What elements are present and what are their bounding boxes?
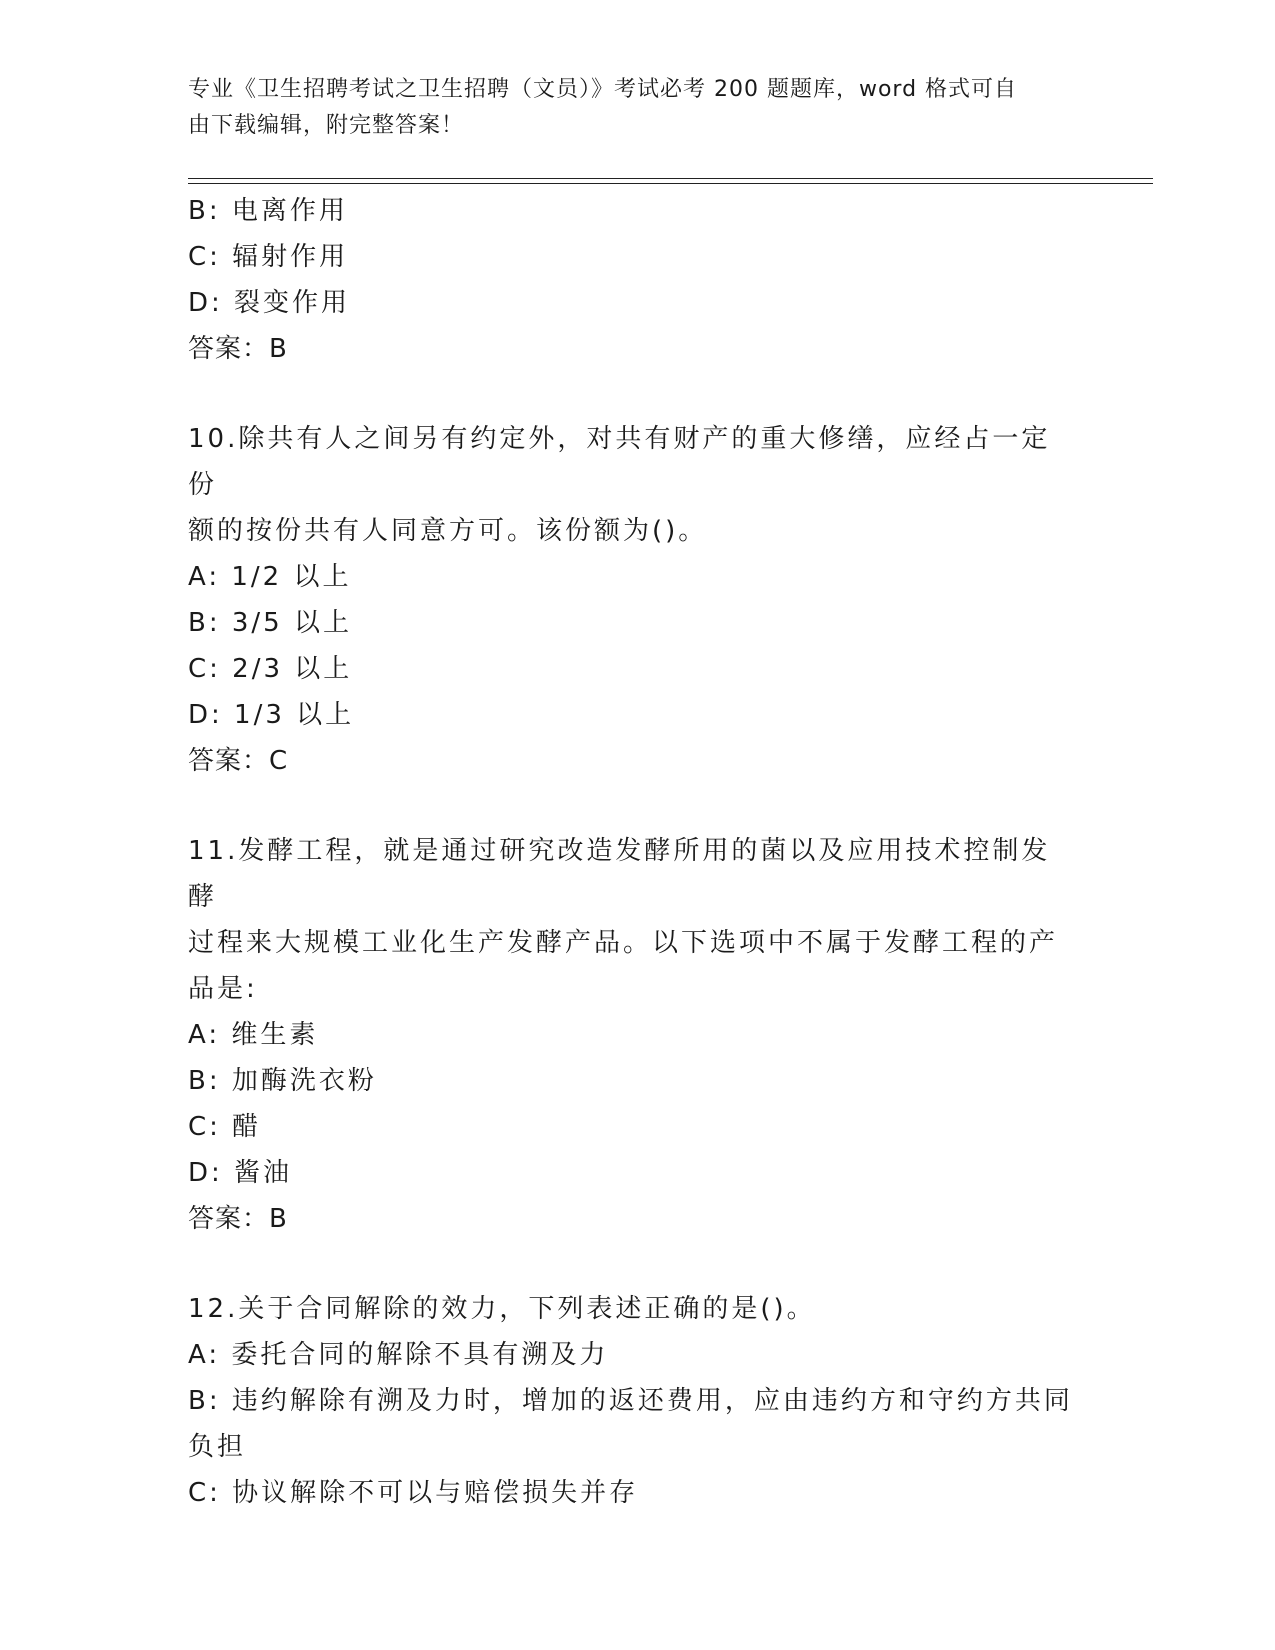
- answer: 答案：B: [188, 1204, 288, 1234]
- question-list: [188, 188, 1078, 1516]
- header-line-1: 专业《卫生招聘考试之卫生招聘（文员）》考试必考 200 题题库，word 格式可自: [188, 77, 1018, 102]
- answer: 答案：B: [188, 334, 288, 364]
- option-a: A: 维生素: [188, 1020, 319, 1050]
- option-c: C: 协议解除不可以与赔偿损失并存: [188, 1478, 639, 1508]
- question-12: [188, 1286, 1078, 1516]
- option-c: C: 辐射作用: [188, 242, 349, 272]
- question-stem: 额的按份共有人同意方可。该份额为()。: [188, 516, 708, 546]
- question-stem: 10.除共有人之间另有约定外，对共有财产的重大修缮，应经占一定份: [188, 424, 1051, 500]
- option-b-continued: 负担: [188, 1432, 247, 1462]
- option-d: D: 酱油: [188, 1158, 293, 1188]
- option-d: D: 1/3 以上: [188, 700, 355, 730]
- question-11: [188, 828, 1078, 1242]
- question-10: [188, 416, 1078, 784]
- question-stem: 过程来大规模工业化生产发酵产品。以下选项中不属于发酵工程的产: [188, 928, 1059, 958]
- header-line-2: 由下载编辑，附完整答案！: [188, 113, 465, 138]
- question-stem: 12.关于合同解除的效力，下列表述正确的是()。: [188, 1294, 816, 1324]
- spacer: [188, 1242, 1078, 1286]
- header-divider-top: [188, 178, 1153, 179]
- option-b: B: 电离作用: [188, 196, 348, 226]
- option-b: B: 违约解除有溯及力时，增加的返还费用，应由违约方和守约方共同: [188, 1386, 1073, 1416]
- option-b: B: 加酶洗衣粉: [188, 1066, 377, 1096]
- option-a: A: 1/2 以上: [188, 562, 352, 592]
- option-b: B: 3/5 以上: [188, 608, 352, 638]
- option-c: C: 2/3 以上: [188, 654, 353, 684]
- question-stem: 11.发酵工程，就是通过研究改造发酵所用的菌以及应用技术控制发酵: [188, 836, 1051, 912]
- question-stem: 品是:: [188, 974, 258, 1004]
- option-c: C: 醋: [188, 1112, 262, 1142]
- spacer: [188, 784, 1078, 828]
- question-9: [188, 188, 1078, 372]
- document-header: [188, 72, 1068, 144]
- header-divider-bottom: [188, 183, 1153, 184]
- spacer: [188, 372, 1078, 416]
- answer: 答案：C: [188, 746, 289, 776]
- option-d: D: 裂变作用: [188, 288, 351, 318]
- option-a: A: 委托合同的解除不具有溯及力: [188, 1340, 609, 1370]
